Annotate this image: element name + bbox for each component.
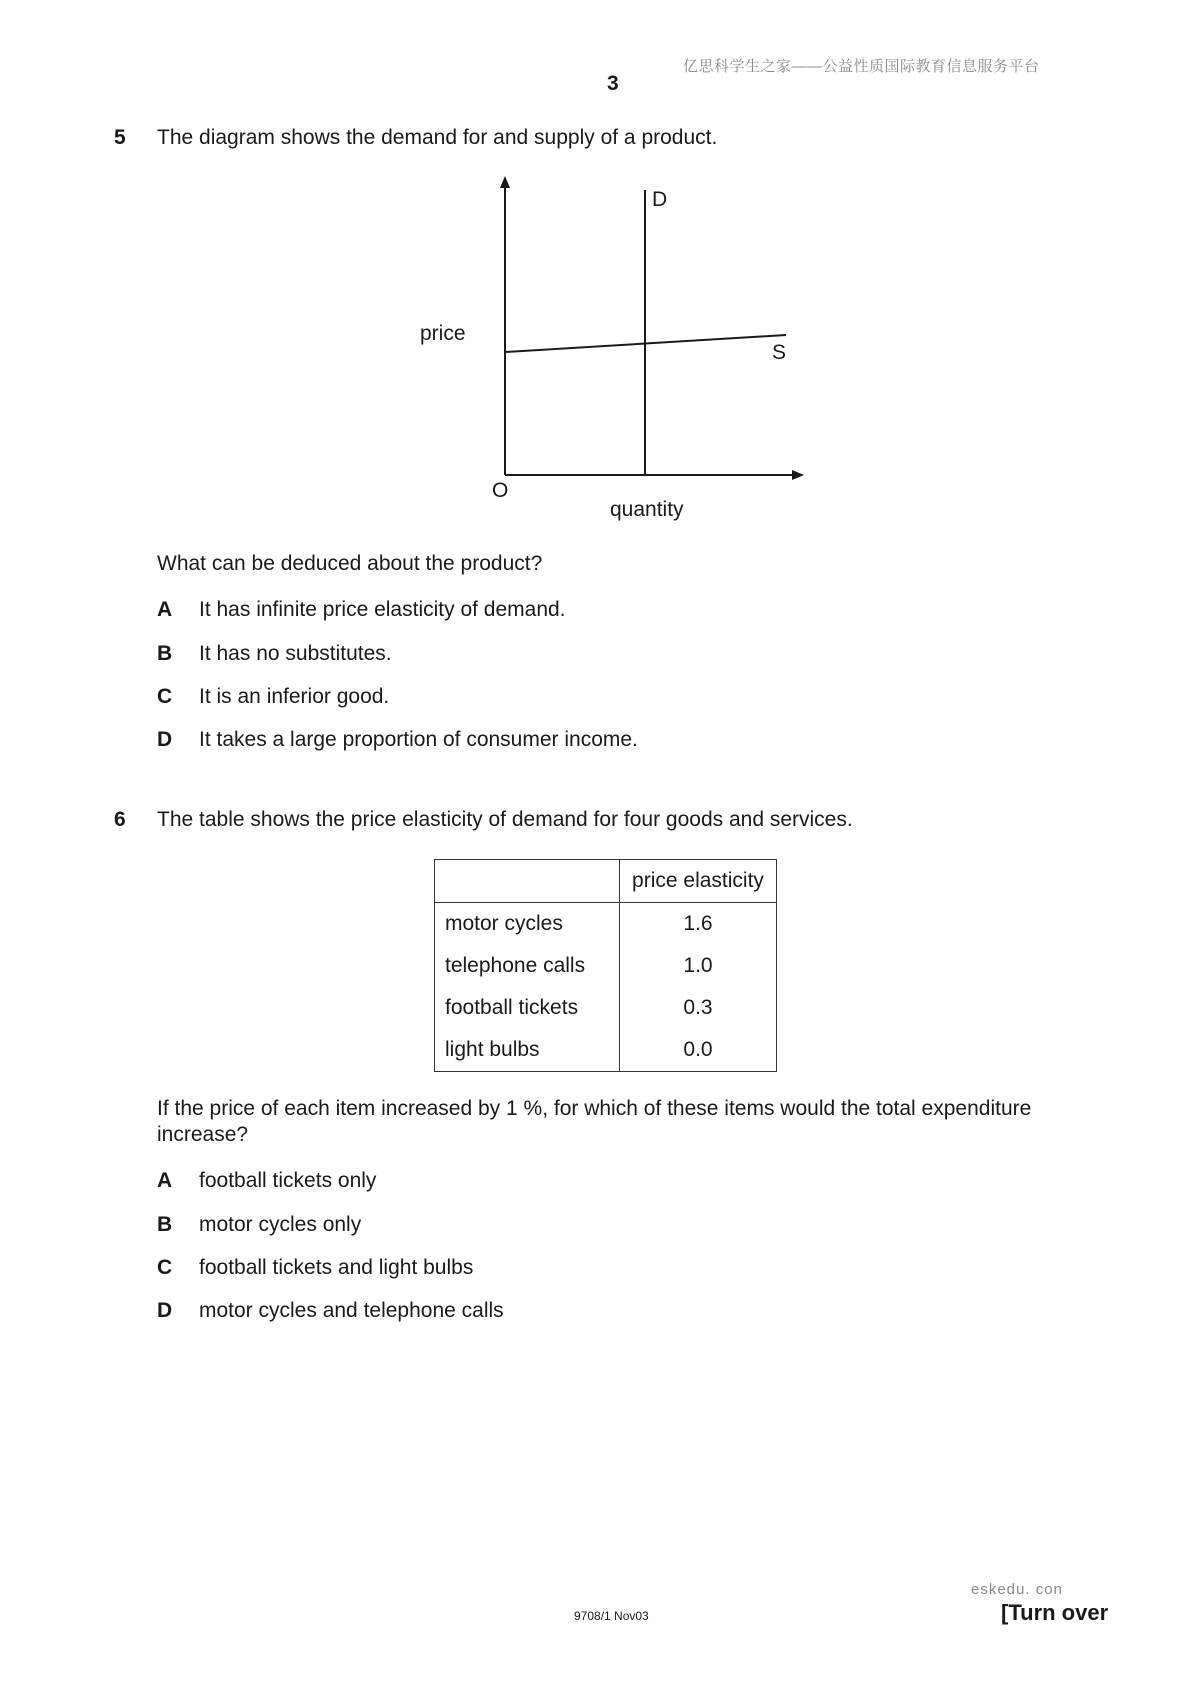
- price-axis-label: price: [420, 322, 466, 345]
- header-watermark: 亿思科学生之家——公益性质国际教育信息服务平台: [683, 58, 1040, 75]
- q6-option-letter: C: [157, 1256, 173, 1279]
- table-cell-item: football tickets: [435, 987, 620, 1029]
- table-cell-value: 1.6: [683, 912, 713, 935]
- q6-option-letter: A: [157, 1169, 173, 1192]
- q5-option-letter: B: [157, 642, 173, 665]
- question-6-prompt-line1: If the price of each item increased by 1 %, for which of these items would the total expenditure: [157, 1097, 1032, 1120]
- table-row: [435, 987, 777, 1029]
- q6-option-text: motor cycles and telephone calls: [199, 1299, 504, 1322]
- q5-option-letter: D: [157, 728, 173, 751]
- q5-option-letter: A: [157, 598, 173, 621]
- supply-label: S: [772, 341, 787, 364]
- q5-option-letter: C: [157, 685, 173, 708]
- footer-watermark: eskedu. con: [971, 1581, 1063, 1598]
- quantity-axis-label: quantity: [610, 498, 684, 521]
- q5-option-text: It is an inferior good.: [199, 685, 390, 708]
- paper-code: 9708/1 Nov03: [574, 1609, 649, 1623]
- turn-over-label: [Turn over: [1001, 1600, 1109, 1625]
- origin-label: O: [492, 479, 509, 502]
- q6-option-text: motor cycles only: [199, 1213, 362, 1236]
- table-cell-item: light bulbs: [435, 1029, 620, 1072]
- question-6-number: 6: [114, 808, 126, 831]
- question-5-prompt: What can be deduced about the product?: [157, 552, 543, 575]
- q6-option-letter: B: [157, 1213, 173, 1236]
- table-row: [435, 903, 777, 946]
- table-cell-value: 0.0: [683, 1038, 713, 1061]
- demand-label: D: [652, 188, 668, 211]
- table-row: [435, 945, 777, 987]
- page-number: 3: [607, 72, 619, 95]
- table-cell-item: telephone calls: [435, 945, 620, 987]
- table-row: [435, 1029, 777, 1072]
- q6-option-text: football tickets and light bulbs: [199, 1256, 474, 1279]
- question-5-stem: The diagram shows the demand for and supply of a product.: [157, 126, 718, 149]
- q5-option-text: It has no substitutes.: [199, 642, 392, 665]
- table-header-row: [435, 860, 777, 903]
- table-cell-value: 0.3: [683, 996, 713, 1019]
- elasticity-table: [434, 859, 777, 1072]
- table-cell-item: motor cycles: [435, 903, 620, 946]
- q6-option-text: football tickets only: [199, 1169, 377, 1192]
- table-cell-value: 1.0: [683, 954, 713, 977]
- q6-option-letter: D: [157, 1299, 173, 1322]
- demand-supply-diagram: [400, 170, 820, 530]
- q5-option-text: It takes a large proportion of consumer income.: [199, 728, 638, 751]
- question-6-prompt-line2: increase?: [157, 1123, 249, 1146]
- table-header-cell: [435, 860, 620, 903]
- question-6-stem: The table shows the price elasticity of demand for four goods and services.: [157, 808, 853, 831]
- question-5-number: 5: [114, 126, 126, 149]
- table-header-cell: price elasticity: [620, 860, 777, 903]
- q5-option-text: It has infinite price elasticity of demand.: [199, 598, 566, 621]
